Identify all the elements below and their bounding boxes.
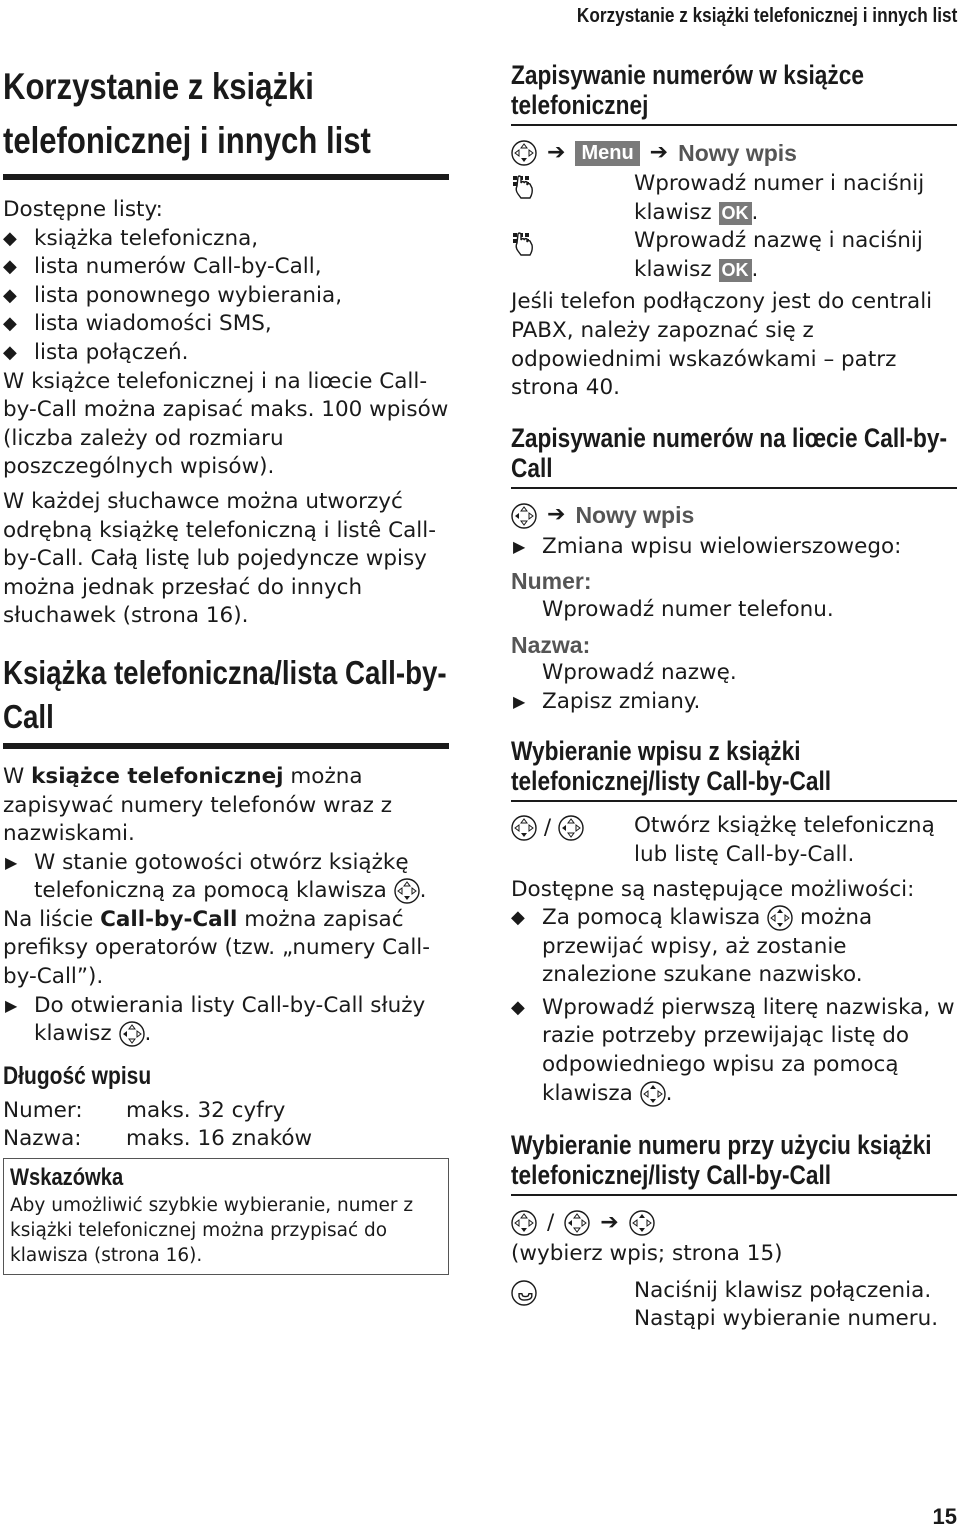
section-save-phonebook-title: Zapisywanie numerów w książce telefonicznej <box>511 60 864 120</box>
field-number-label: Numer: <box>511 568 592 595</box>
list-item: ◆ Za pomocą klawisza można przewijać wpisy, aż zostanie znalezione szukane nazwisko. <box>511 905 873 988</box>
arrow-icon: ➔ <box>600 1209 619 1235</box>
diamond-bullet-icon: ◆ <box>3 256 17 278</box>
keypad-icon <box>511 229 535 257</box>
row-call-key: Naciśnij klawisz połączenia. Nastąpi wybieranie numeru. <box>511 1277 957 1334</box>
arrow-icon: ➔ <box>649 139 669 165</box>
paragraph-handsets: W każdej słuchawce można utworzyć odrębną książkę telefoniczną i listê Call-by-Call. Całą listę lub pojedyncze wpisy można jednak przesłać do innych słuchawek (strona 16). <box>3 488 437 629</box>
paragraph-phonebook: W książce telefonicznej można zapisywać numery telefonów wraz z nazwiskami. <box>3 763 393 847</box>
ok-key: OK <box>719 202 752 225</box>
list-item: ◆ lista połączeń. <box>3 339 449 368</box>
paragraph-call-by-call: Na liście Call-by-Call można zapisać prefiksy operatorów (tzw. „numery Call-by-Call”). <box>3 906 431 990</box>
options-intro: Dostępne są następujące możliwości: <box>511 876 915 902</box>
list-item: ◆ lista wiadomości SMS, <box>3 310 449 339</box>
step-arrow-icon: ▶ <box>513 536 526 556</box>
diamond-bullet-icon: ◆ <box>511 996 525 1018</box>
tip-box <box>3 1158 449 1275</box>
keypad-icon <box>511 172 535 200</box>
paragraph-pabx: Jeśli telefon podłączony jest do centrali PABX, należy zapoznać się z odpowiednimi wskazówkami – patrz strona 40. <box>511 289 933 401</box>
field-number-text: Wprowadź numer telefonu. <box>542 596 834 622</box>
options-list <box>511 904 957 1108</box>
section-rule <box>3 743 449 749</box>
nav-key-left-icon <box>564 1210 590 1236</box>
running-head: Korzystanie z książki telefonicznej i innych list <box>576 5 957 27</box>
step-open-phonebook: ▶ W stanie gotowości otwórz książkę telefoniczną za pomocą klawisza . <box>5 849 427 904</box>
diamond-bullet-icon: ◆ <box>3 227 17 249</box>
dial-path: / ➔ <box>511 1206 957 1240</box>
nav-key-icon <box>640 1081 666 1107</box>
menu-key: Menu <box>575 141 639 166</box>
section-select-entry-title: Wybieranie wpisu z książki telefonicznej/listy Call-by-Call <box>511 736 832 797</box>
select-entry-hint: (wybierz wpis; strona 15) <box>511 1241 783 1267</box>
section-title-phonebook: Książka telefoniczna/lista Call-by-Call <box>3 653 447 735</box>
left-column <box>3 60 449 1275</box>
page-number: 15 <box>932 1504 957 1530</box>
tip-text: Aby umożliwić szybkie wybieranie, numer z książki telefonicznej można przypisać do klawisza (strona 16). <box>10 1195 414 1267</box>
section-dial-title: Wybieranie numeru przy użyciu książki telefonicznej/listy Call-by-Call <box>511 1130 932 1191</box>
step-arrow-icon: ▶ <box>5 995 18 1015</box>
tip-title: Wskazówka <box>10 1164 124 1192</box>
step-open-cbc: ▶ Do otwierania listy Call-by-Call służy klawisz . <box>5 992 426 1047</box>
list-item: ◆ lista numerów Call-by-Call, <box>3 253 449 282</box>
length-row-number: Numer: maks. 32 cyfry <box>3 1097 286 1123</box>
step-arrow-icon: ▶ <box>5 852 18 872</box>
nav-key-left-icon <box>558 815 584 841</box>
nav-key-left-icon <box>119 1021 145 1047</box>
nav-key-down-icon <box>511 140 537 166</box>
lists-intro: Dostępne listy: <box>3 197 163 222</box>
cbc-path <box>511 499 957 533</box>
list-item: ◆ lista ponownego wybierania, <box>3 282 449 311</box>
new-entry-label: Nowy wpis <box>575 502 695 529</box>
step-multiline: ▶ Zmiana wpisu wielowierszowego: <box>511 533 957 562</box>
nav-key-down-icon <box>511 815 537 841</box>
paragraph-capacity: W książce telefonicznej i na liœcie Call-by-Call można zapisać maks. 100 wpisów (liczba zależy od rozmiaru poszczególnych wpisów). <box>3 368 449 480</box>
length-row-name: Nazwa: maks. 16 znaków <box>3 1126 313 1152</box>
row-enter-name: Wprowadź nazwę i naciśnij klawisz OK . <box>511 227 957 284</box>
diamond-bullet-icon: ◆ <box>511 907 525 929</box>
diamond-bullet-icon: ◆ <box>3 284 17 306</box>
row-enter-number: Wprowadź numer i naciśnij klawisz OK . <box>511 170 957 227</box>
nav-key-icon <box>629 1210 655 1236</box>
page-title: Korzystanie z książki telefonicznej i innych list <box>3 66 371 161</box>
step-arrow-icon: ▶ <box>513 691 526 711</box>
arrow-icon: ➔ <box>547 139 566 165</box>
row-open-list: / Otwórz książkę telefoniczną lub listę Call-by-Call. <box>511 812 957 869</box>
menu-path <box>511 136 957 170</box>
list-item: ◆ książka telefoniczna, <box>3 225 449 254</box>
length-title: Długość wpisu <box>3 1061 152 1090</box>
field-name-text: Wprowadź nazwę. <box>542 660 737 686</box>
right-column <box>511 60 957 1334</box>
ok-key: OK <box>719 259 752 282</box>
nav-key-icon <box>767 905 793 931</box>
section-save-cbc-title: Zapisywanie numerów na liœcie Call-by-Call <box>511 422 948 483</box>
nav-key-down-icon <box>511 1210 537 1236</box>
new-entry-label: Nowy wpis <box>678 139 797 166</box>
field-name-label: Nazwa: <box>511 631 591 658</box>
diamond-bullet-icon: ◆ <box>3 341 17 363</box>
nav-key-left-icon <box>511 503 537 529</box>
lists-bullets <box>3 225 449 368</box>
list-item: ◆ Wprowadź pierwszą literę nazwiska, w razie potrzeby przewijając listę do odpowiedniego wpisu za pomocą klawisza . <box>511 994 955 1106</box>
arrow-icon: ➔ <box>547 502 566 528</box>
nav-key-down-icon <box>394 878 420 904</box>
title-rule <box>3 174 449 180</box>
diamond-bullet-icon: ◆ <box>3 313 17 335</box>
call-key-icon <box>511 1280 537 1306</box>
step-save: ▶ Zapisz zmiany. <box>511 688 957 717</box>
